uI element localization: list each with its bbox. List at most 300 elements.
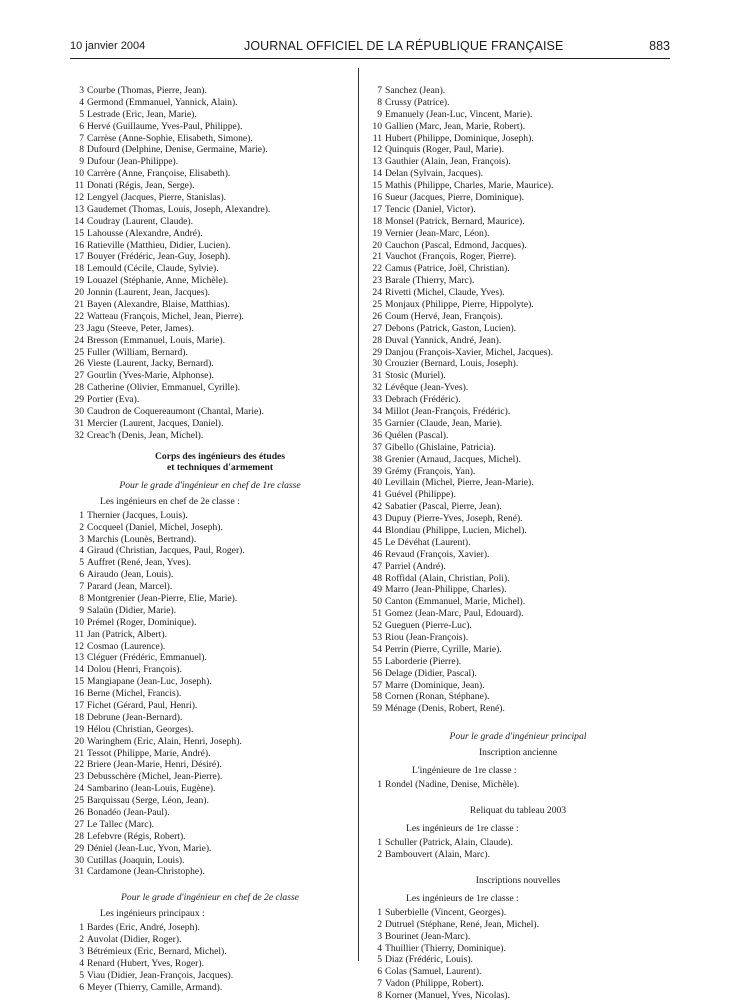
list-item <box>70 676 350 688</box>
promotion-list <box>368 85 668 715</box>
entry-rank: 9 <box>79 156 84 168</box>
entry-rank: 20 <box>74 735 84 747</box>
entry-name: Thuillier (Thierry, Dominique). <box>385 942 506 954</box>
entry-rank: 9 <box>377 108 382 120</box>
list-item <box>368 584 668 596</box>
entry-name: Gourlin (Yves-Marie, Alphonse). <box>87 370 214 382</box>
entry-name: Marro (Jean-Philippe, Charles). <box>385 584 507 596</box>
entry-rank: 16 <box>74 239 84 251</box>
entry-name: Giraud (Christian, Jacques, Paul, Roger). <box>87 545 245 557</box>
entry-rank: 13 <box>372 156 382 168</box>
entry-rank: 28 <box>74 830 84 842</box>
list-item <box>70 168 350 180</box>
grade-heading: Pour le grade d'ingénieur en chef de 2e classe <box>121 892 299 904</box>
list-item <box>368 656 668 668</box>
list-item <box>368 335 668 347</box>
list-item <box>368 501 668 513</box>
list-item <box>70 843 350 855</box>
list-item <box>368 370 668 382</box>
entry-rank: 24 <box>74 334 84 346</box>
entry-rank: 24 <box>372 287 382 299</box>
entry-rank: 12 <box>74 192 84 204</box>
entry-rank: 8 <box>377 96 382 108</box>
list-item <box>368 275 668 287</box>
entry-name: Jan (Patrick, Albert). <box>87 628 167 640</box>
entry-rank: 32 <box>74 429 84 441</box>
list-item <box>368 263 668 275</box>
entry-name: Auffret (René, Jean, Yves). <box>87 557 191 569</box>
entry-rank: 12 <box>372 144 382 156</box>
list-item <box>368 954 668 966</box>
entry-name: Le Dévéhat (Laurent). <box>385 536 471 548</box>
entry-name: Parard (Jean, Marcel). <box>87 581 173 593</box>
entry-rank: 3 <box>79 533 84 545</box>
entry-name: Bourinet (Jean-Marc). <box>385 930 471 942</box>
list-item <box>368 323 668 335</box>
list-item <box>368 430 668 442</box>
list-item <box>70 216 350 228</box>
promotion-list <box>70 85 350 442</box>
category-intro: Les ingénieurs principaux : <box>100 908 205 920</box>
list-item <box>70 228 350 240</box>
entry-name: Hervé (Guillaume, Yves-Paul, Philippe). <box>87 120 243 132</box>
entry-name: Bambouvert (Alain, Marc). <box>385 848 490 860</box>
list-item <box>70 724 350 736</box>
list-item <box>368 943 668 955</box>
entry-rank: 15 <box>74 227 84 239</box>
entry-name: Crussy (Patrice). <box>385 96 450 108</box>
entry-rank: 18 <box>74 263 84 275</box>
entry-rank: 19 <box>74 723 84 735</box>
entry-rank: 45 <box>372 536 382 548</box>
entry-rank: 30 <box>372 358 382 370</box>
entry-rank: 22 <box>74 310 84 322</box>
entry-name: Bayen (Alexandre, Blaise, Matthias). <box>87 299 230 311</box>
entry-name: Bétrémieux (Eric, Bernard, Michel). <box>87 946 227 958</box>
list-item <box>368 931 668 943</box>
entry-rank: 14 <box>74 215 84 227</box>
list-item <box>70 251 350 263</box>
entry-name: Hélou (Christian, Georges). <box>87 723 194 735</box>
promotion-list <box>70 922 350 993</box>
list-item <box>70 593 350 605</box>
list-item <box>70 406 350 418</box>
list-item <box>368 691 668 703</box>
list-item <box>70 121 350 133</box>
entry-rank: 2 <box>377 848 382 860</box>
list-item <box>70 617 350 629</box>
entry-name: Ménage (Denis, Robert, René). <box>385 703 505 715</box>
entry-rank: 59 <box>372 703 382 715</box>
entry-name: Louazel (Stéphanie, Anne, Michèle). <box>87 275 229 287</box>
entry-name: Vieste (Laurent, Jacky, Bernard). <box>87 358 214 370</box>
list-item <box>70 192 350 204</box>
list-item <box>70 700 350 712</box>
entry-rank: 1 <box>79 922 84 934</box>
entry-name: Delage (Didier, Pascal). <box>385 667 477 679</box>
entry-rank: 17 <box>74 251 84 263</box>
list-item <box>368 513 668 525</box>
list-item <box>368 489 668 501</box>
entry-name: Parriel (André). <box>385 560 446 572</box>
entry-rank: 14 <box>74 664 84 676</box>
grade-heading: Pour le grade d'ingénieur en chef de 1re classe <box>119 479 301 491</box>
entry-name: Lévêque (Jean-Yves). <box>385 382 469 394</box>
entry-rank: 15 <box>372 180 382 192</box>
entry-rank: 8 <box>79 592 84 604</box>
corps-heading-line: Corps des ingénieurs des études <box>154 450 286 462</box>
entry-name: Bonadéo (Jean-Paul). <box>87 806 170 818</box>
entry-rank: 16 <box>372 192 382 204</box>
entry-rank: 30 <box>74 854 84 866</box>
entry-rank: 15 <box>74 676 84 688</box>
entry-name: Bresson (Emmanuel, Louis, Marie). <box>87 334 226 346</box>
list-item <box>70 946 350 958</box>
list-item <box>70 156 350 168</box>
entry-name: Dufour (Jean-Philippe). <box>87 156 179 168</box>
entry-name: Lahousse (Alexandre, André). <box>87 227 203 239</box>
entry-rank: 55 <box>372 655 382 667</box>
list-item <box>70 970 350 982</box>
entry-name: Donati (Régis, Jean, Serge). <box>87 180 195 192</box>
entry-rank: 30 <box>74 406 84 418</box>
list-item <box>368 121 668 133</box>
entry-rank: 28 <box>74 382 84 394</box>
entry-rank: 54 <box>372 643 382 655</box>
list-item <box>70 855 350 867</box>
promotion-list <box>368 907 668 1002</box>
list-item <box>368 97 668 109</box>
entry-name: Creac'h (Denis, Jean, Michel). <box>87 429 204 441</box>
list-item <box>368 837 668 849</box>
entry-rank: 18 <box>372 215 382 227</box>
list-item <box>368 644 668 656</box>
entry-name: Diaz (Frédéric, Louis). <box>385 954 473 966</box>
issue-date: 10 janvier 2004 <box>70 40 146 52</box>
entry-rank: 13 <box>74 203 84 215</box>
list-item <box>70 263 350 275</box>
list-item <box>368 347 668 359</box>
entry-name: Lemould (Cécile, Claude, Sylvie). <box>87 263 219 275</box>
entry-name: Tessot (Philippe, Marie, André). <box>87 747 211 759</box>
entry-rank: 25 <box>74 346 84 358</box>
list-item <box>368 966 668 978</box>
list-item <box>70 522 350 534</box>
list-item <box>368 596 668 608</box>
entry-rank: 37 <box>372 441 382 453</box>
entry-rank: 41 <box>372 489 382 501</box>
entry-rank: 11 <box>372 132 382 144</box>
entry-name: Sueur (Jacques, Pierre, Dominique). <box>385 192 525 204</box>
list-item <box>70 866 350 878</box>
entry-rank: 20 <box>372 239 382 251</box>
grade-heading: Pour le grade d'ingénieur principal <box>449 731 587 743</box>
list-item <box>368 573 668 585</box>
entry-rank: 22 <box>372 263 382 275</box>
list-item <box>368 668 668 680</box>
entry-rank: 3 <box>79 85 84 96</box>
entry-rank: 46 <box>372 548 382 560</box>
entry-name: Vernier (Jean-Marc, Léon). <box>385 227 490 239</box>
list-item <box>368 144 668 156</box>
promotion-list <box>70 510 350 879</box>
entry-rank: 19 <box>74 275 84 287</box>
entry-rank: 9 <box>79 604 84 616</box>
list-item <box>70 144 350 156</box>
entry-name: Cléguer (Frédéric, Emmanuel). <box>87 652 207 664</box>
entry-rank: 27 <box>74 370 84 382</box>
entry-name: Riou (Jean-François). <box>385 631 469 643</box>
promotion-list <box>368 837 668 861</box>
entry-rank: 49 <box>372 584 382 596</box>
entry-name: Cutillas (Joaquin, Louis). <box>87 854 185 866</box>
entry-name: Danjou (François-Xavier, Michel, Jacques). <box>385 346 553 358</box>
entry-name: Garnier (Claude, Jean, Marie). <box>385 417 503 429</box>
entry-rank: 20 <box>74 287 84 299</box>
entry-name: Dutruel (Stéphane, René, Jean, Michel). <box>385 918 539 930</box>
entry-rank: 27 <box>372 322 382 334</box>
entry-name: Roffidal (Alain, Christian, Poli). <box>385 572 510 584</box>
entry-name: Monsel (Patrick, Bernard, Maurice). <box>385 215 525 227</box>
entry-name: Barquissau (Serge, Léon, Jean). <box>87 795 209 807</box>
entry-name: Revaud (François, Xavier). <box>385 548 490 560</box>
entry-rank: 5 <box>79 557 84 569</box>
entry-rank: 29 <box>372 346 382 358</box>
entry-rank: 38 <box>372 453 382 465</box>
entry-rank: 23 <box>74 771 84 783</box>
entry-rank: 7 <box>79 132 84 144</box>
entry-rank: 40 <box>372 477 382 489</box>
entry-name: Gomez (Jean-Marc, Paul, Edouard). <box>385 608 524 620</box>
entry-rank: 28 <box>372 334 382 346</box>
entry-name: Portier (Eva). <box>87 394 140 406</box>
entry-rank: 31 <box>372 370 382 382</box>
entry-name: Suberbielle (Vincent, Georges). <box>385 906 507 918</box>
list-item <box>368 779 668 791</box>
entry-name: Catherine (Olivier, Emmanuel, Cyrille). <box>87 382 241 394</box>
list-item <box>70 204 350 216</box>
entry-name: Barale (Thierry, Marc). <box>385 275 475 287</box>
entry-name: Jonnin (Laurent, Jean, Jacques). <box>87 287 211 299</box>
entry-name: Quinquis (Roger, Paul, Marie). <box>385 144 504 156</box>
entry-name: Fichet (Gérard, Paul, Henri). <box>87 699 198 711</box>
list-item <box>368 418 668 430</box>
list-item <box>368 561 668 573</box>
section-subheading: Reliquat du tableau 2003 <box>469 805 567 817</box>
entry-rank: 31 <box>74 417 84 429</box>
list-item <box>368 168 668 180</box>
entry-rank: 11 <box>74 628 84 640</box>
entry-rank: 17 <box>74 699 84 711</box>
entry-rank: 48 <box>372 572 382 584</box>
list-item <box>70 534 350 546</box>
entry-rank: 10 <box>372 120 382 132</box>
entry-rank: 6 <box>79 569 84 581</box>
entry-name: Korner (Manuel, Yves, Nicolas). <box>385 990 510 1002</box>
entry-name: Bardes (Eric, André, Joseph). <box>87 922 200 934</box>
entry-name: Lefebvre (Régis, Robert). <box>87 830 186 842</box>
entry-name: Gallien (Marc, Jean, Marie, Robert). <box>385 120 526 132</box>
entry-rank: 29 <box>74 842 84 854</box>
entry-name: Debons (Patrick, Gaston, Lucien). <box>385 322 517 334</box>
entry-rank: 10 <box>74 168 84 180</box>
corps-heading <box>70 451 350 474</box>
entry-rank: 8 <box>79 144 84 156</box>
entry-name: Perrin (Pierre, Cyrille, Marie). <box>385 643 502 655</box>
list-item <box>368 311 668 323</box>
entry-rank: 19 <box>372 227 382 239</box>
entry-rank: 25 <box>372 299 382 311</box>
list-item <box>368 192 668 204</box>
entry-name: Quélen (Pascal). <box>385 429 449 441</box>
entry-rank: 34 <box>372 406 382 418</box>
entry-name: Germond (Emmanuel, Yannick, Alain). <box>87 96 238 108</box>
entry-name: Mangiapane (Jean-Luc, Joseph). <box>87 676 212 688</box>
list-item <box>368 228 668 240</box>
list-item <box>368 442 668 454</box>
entry-name: Prémel (Roger, Dominique). <box>87 616 197 628</box>
list-item <box>368 537 668 549</box>
entry-name: Cauchon (Pascal, Edmond, Jacques). <box>385 239 527 251</box>
entry-rank: 22 <box>74 759 84 771</box>
entry-name: Debusschère (Michel, Jean-Pierre). <box>87 771 223 783</box>
list-item <box>70 819 350 831</box>
list-item <box>70 510 350 522</box>
list-item <box>368 287 668 299</box>
entry-name: Meyer (Thierry, Camille, Armand). <box>87 981 223 993</box>
list-item <box>70 109 350 121</box>
list-item <box>70 807 350 819</box>
list-item <box>70 370 350 382</box>
list-item <box>70 795 350 807</box>
entry-name: Gaudemet (Thomas, Louis, Joseph, Alexandre). <box>87 203 271 215</box>
list-item <box>368 406 668 418</box>
entry-rank: 5 <box>377 954 382 966</box>
column-divider <box>358 68 359 961</box>
entry-name: Vadon (Philippe, Robert). <box>385 978 484 990</box>
entry-name: Marre (Dominique, Jean). <box>385 679 485 691</box>
list-item <box>70 382 350 394</box>
entry-name: Levillain (Michel, Pierre, Jean-Marie). <box>385 477 534 489</box>
entry-name: Déniel (Jean-Luc, Yvon, Marie). <box>87 842 212 854</box>
entry-rank: 2 <box>377 918 382 930</box>
list-item <box>368 525 668 537</box>
list-item <box>368 919 668 931</box>
entry-name: Grenier (Arnaud, Jacques, Michel). <box>385 453 521 465</box>
entry-name: Gueguen (Pierre-Luc). <box>385 620 472 632</box>
entry-name: Carrère (Anne, Françoise, Elisabeth). <box>87 168 231 180</box>
entry-rank: 56 <box>372 667 382 679</box>
list-item <box>368 156 668 168</box>
list-item <box>368 216 668 228</box>
entry-name: Ratieville (Matthieu, Didier, Lucien). <box>87 239 231 251</box>
entry-name: Laborderie (Pierre). <box>385 655 462 667</box>
entry-rank: 11 <box>74 180 84 192</box>
entry-name: Courbe (Thomas, Pierre, Jean). <box>87 85 207 96</box>
list-item <box>70 430 350 442</box>
journal-title: JOURNAL OFFICIEL DE LA RÉPUBLIQUE FRANÇAISE <box>244 39 564 53</box>
entry-rank: 6 <box>79 120 84 132</box>
corps-heading-line: et techniques d'armement <box>166 462 274 474</box>
entry-rank: 10 <box>74 616 84 628</box>
list-item <box>70 934 350 946</box>
list-item <box>70 581 350 593</box>
list-item <box>368 382 668 394</box>
entry-rank: 50 <box>372 596 382 608</box>
entry-rank: 57 <box>372 679 382 691</box>
list-item <box>368 299 668 311</box>
entry-name: Rivetti (Michel, Claude, Yves). <box>385 287 505 299</box>
list-item <box>368 632 668 644</box>
entry-name: Gibello (Ghislaine, Patricia). <box>385 441 496 453</box>
entry-rank: 8 <box>377 990 382 1002</box>
entry-rank: 47 <box>372 560 382 572</box>
entry-rank: 31 <box>74 866 84 878</box>
entry-rank: 26 <box>372 310 382 322</box>
list-item <box>70 394 350 406</box>
entry-name: Sanchez (Jean). <box>385 85 446 96</box>
entry-rank: 25 <box>74 795 84 807</box>
entry-rank: 17 <box>372 203 382 215</box>
list-item <box>70 605 350 617</box>
list-item <box>70 771 350 783</box>
list-item <box>70 335 350 347</box>
list-item <box>70 652 350 664</box>
entry-rank: 3 <box>79 946 84 958</box>
entry-name: Le Tallec (Marc). <box>87 818 155 830</box>
entry-name: Debrune (Jean-Bernard). <box>87 711 183 723</box>
entry-name: Debrach (Frédéric). <box>385 394 461 406</box>
entry-name: Salaün (Didier, Marie). <box>87 604 177 616</box>
entry-name: Jagu (Steeve, Peter, James). <box>87 322 194 334</box>
entry-name: Carrèse (Anne-Sophie, Elisabeth, Simone). <box>87 132 253 144</box>
entry-rank: 3 <box>377 930 382 942</box>
list-item <box>70 712 350 724</box>
list-item <box>70 831 350 843</box>
entry-name: Canton (Emmanuel, Marie, Michel). <box>385 596 526 608</box>
entry-rank: 4 <box>79 96 84 108</box>
list-item <box>70 759 350 771</box>
list-item <box>70 557 350 569</box>
entry-name: Duval (Yannick, André, Jean). <box>385 334 502 346</box>
entry-rank: 1 <box>377 837 382 849</box>
entry-name: Renard (Hubert, Yves, Roger). <box>87 958 204 969</box>
entry-name: Viau (Didier, Jean-François, Jacques). <box>87 969 234 981</box>
list-item <box>70 275 350 287</box>
list-item <box>70 311 350 323</box>
entry-name: Lestrade (Eric, Jean, Marie). <box>87 108 197 120</box>
left-column <box>70 85 350 994</box>
entry-rank: 7 <box>377 85 382 96</box>
entry-rank: 6 <box>377 966 382 978</box>
list-item <box>70 629 350 641</box>
entry-rank: 51 <box>372 608 382 620</box>
entry-rank: 21 <box>74 299 84 311</box>
entry-rank: 43 <box>372 513 382 525</box>
list-item <box>368 240 668 252</box>
entry-name: Berne (Michel, Francis). <box>87 688 182 700</box>
entry-name: Dolou (Henri, François). <box>87 664 182 676</box>
list-item <box>368 85 668 97</box>
entry-name: Sabatier (Pascal, Pierre, Jean). <box>385 501 502 513</box>
entry-name: Blondiau (Philippe, Lucien, Michel). <box>385 524 527 536</box>
entry-rank: 35 <box>372 417 382 429</box>
page-header <box>0 0 748 60</box>
entry-rank: 6 <box>79 981 84 993</box>
entry-rank: 1 <box>377 906 382 918</box>
list-item <box>368 251 668 263</box>
list-item <box>368 358 668 370</box>
